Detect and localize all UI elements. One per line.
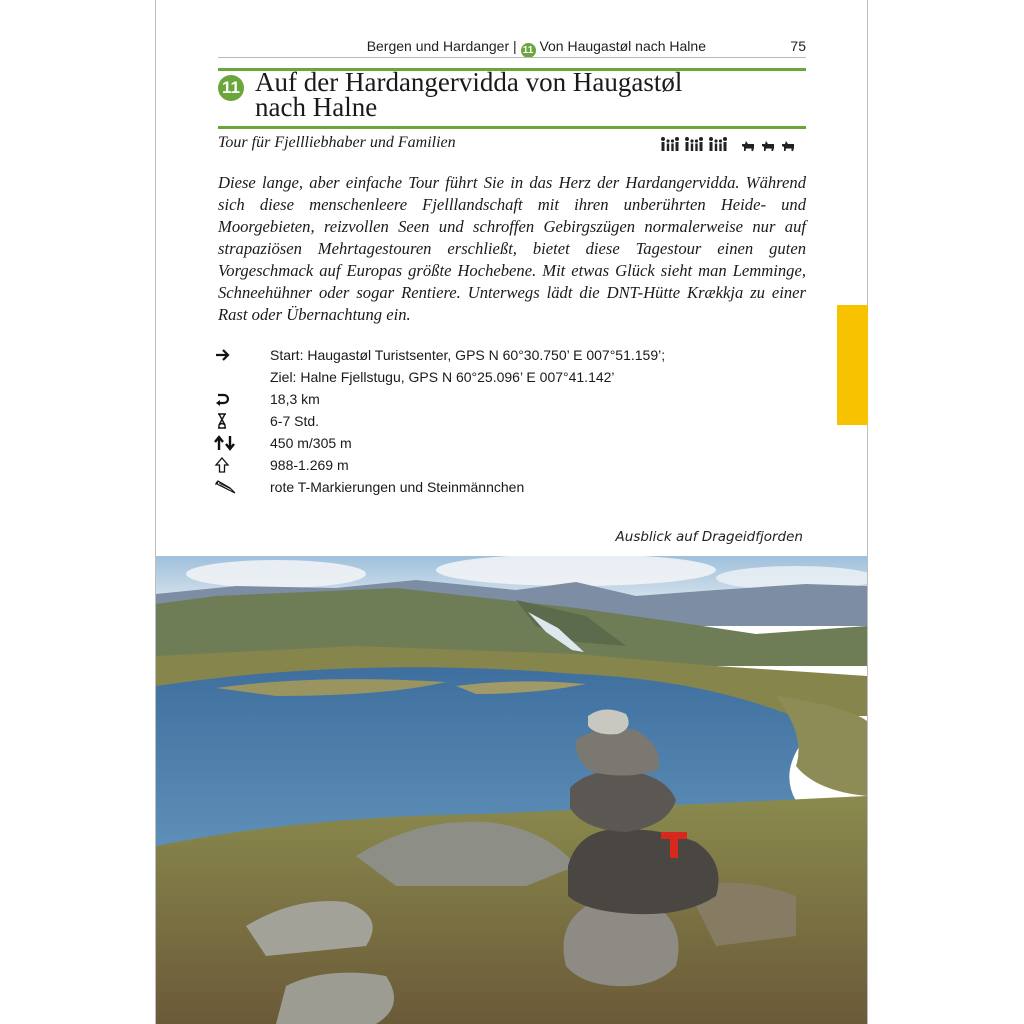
fact-goal bbox=[214, 367, 814, 389]
tour-number-badge-small: 11 bbox=[521, 43, 536, 58]
ratings bbox=[659, 136, 804, 154]
guidebook-page bbox=[155, 0, 868, 1024]
fact-text: 988-1.269 m bbox=[270, 457, 349, 473]
family-rating-icon bbox=[709, 137, 727, 151]
fact-text: rote T-Markierungen und Steinmännchen bbox=[270, 479, 525, 495]
dog-rating-icon bbox=[742, 141, 754, 151]
fact-text: Start: Haugastøl Turistsenter, GPS N 60°30.750’ E 007°51.159’; bbox=[270, 347, 666, 363]
running-head-section: Bergen und Hardanger | bbox=[366, 38, 517, 54]
running-head-route: Von Haugastøl nach Halne bbox=[539, 38, 706, 54]
tour-number-badge: 11 bbox=[218, 75, 244, 101]
fact-text: 18,3 km bbox=[270, 391, 320, 407]
fact-elevation-gain bbox=[214, 433, 814, 455]
fact-duration bbox=[214, 411, 814, 433]
running-head bbox=[218, 38, 806, 56]
title-rule-bottom bbox=[218, 126, 806, 129]
dog-rating-icon bbox=[782, 141, 794, 151]
running-head-title bbox=[367, 38, 706, 58]
tour-intro: Diese lange, aber einfache Tour führt Sie in das Herz der Hardangervidda. Während sich diese menschenleere Fjelllandschaft mit ihren unberührten Heide- und Moorgebieten, reizvollen Seen und schroffen Gebirgszügen normalerweise nur auf strapaziösen Mehrtagestouren erschließt, bietet diese Tagestour einen guten Vorgeschmack auf Europas größte Hochebene. Mit etwas Glück sieht man Lemminge, Schneehühner oder sogar Rentiere. Unterwegs lädt die DNT-Hütte Krækkja zu einer Rast oder Übernachtung ein. bbox=[218, 173, 806, 324]
ascent-descent-icon bbox=[214, 435, 236, 453]
fact-start bbox=[214, 345, 814, 367]
photo-caption: Ausblick auf Drageidfjorden bbox=[615, 529, 803, 545]
fact-text: 450 m/305 m bbox=[270, 435, 352, 451]
page-number: 75 bbox=[790, 38, 806, 54]
arrow-right-icon bbox=[214, 347, 236, 365]
family-rating-icon bbox=[661, 137, 679, 151]
tour-title bbox=[255, 67, 795, 122]
family-rating-icon bbox=[685, 137, 703, 151]
tour-title-line1: Auf der Hardangervidda von Haugastøl bbox=[255, 67, 683, 97]
section-thumb-tab bbox=[837, 305, 868, 425]
fact-text: 6-7 Std. bbox=[270, 413, 320, 429]
fact-markings bbox=[214, 477, 814, 499]
return-arrow-icon bbox=[214, 391, 236, 409]
tour-facts bbox=[214, 345, 814, 499]
fact-altitude bbox=[214, 455, 814, 477]
tour-subtitle: Tour für Fjellliebhaber und Familien bbox=[218, 134, 456, 151]
fact-distance bbox=[214, 389, 814, 411]
landscape-photo bbox=[156, 556, 867, 1024]
dog-rating-icon bbox=[762, 141, 774, 151]
hourglass-icon bbox=[214, 413, 236, 431]
tour-title-line2: nach Halne bbox=[255, 92, 378, 122]
altitude-arrow-icon bbox=[214, 457, 236, 475]
fact-text: Ziel: Halne Fjellstugu, GPS N 60°25.096’ E 007°41.142’ bbox=[270, 369, 615, 385]
pencil-icon bbox=[214, 479, 236, 497]
header-rule bbox=[218, 57, 806, 58]
